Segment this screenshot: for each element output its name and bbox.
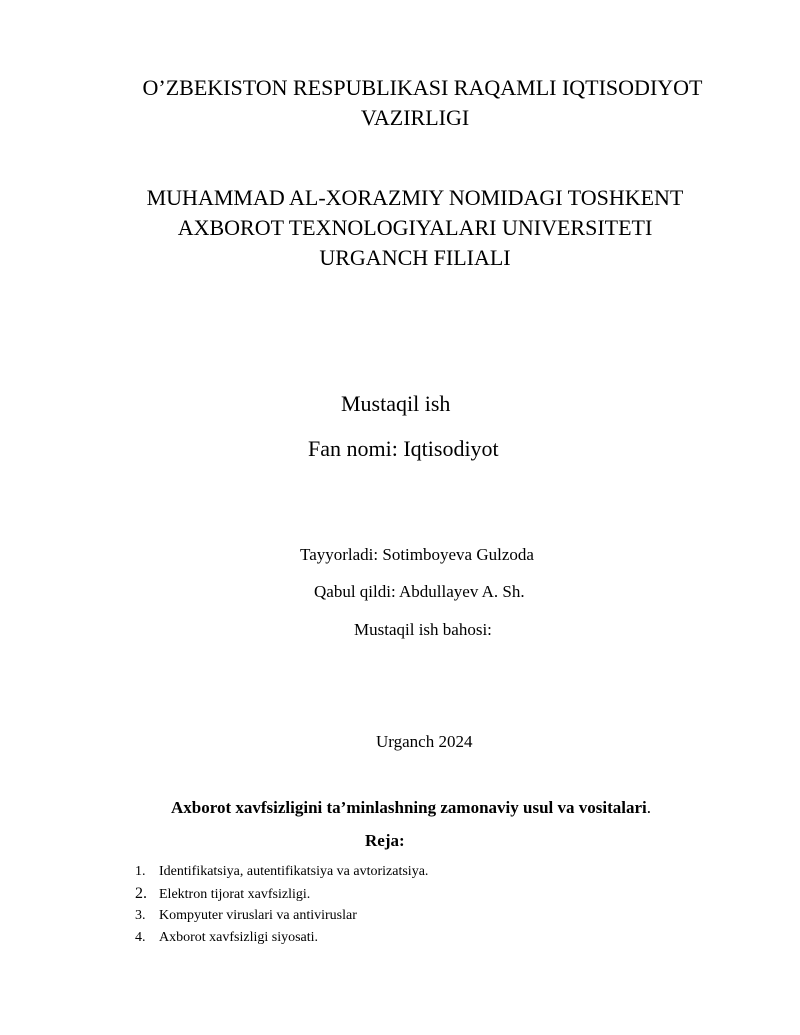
plan-heading: Reja: [365, 831, 405, 850]
topic-title-end: . [646, 798, 651, 817]
work-type: Mustaqil ish [341, 391, 451, 416]
prepared-by: Tayyorladi: Sotimboyeva Gulzoda [300, 545, 534, 564]
plan-item [135, 864, 428, 886]
plan-item-text: Kompyuter viruslari va antiviruslar [159, 908, 357, 923]
plan-item-number: 2. [135, 885, 147, 902]
accepted-by: Qabul qildi: Abdullayev A. Sh. [314, 582, 525, 601]
plan-item-text: Elektron tijorat xavfsizligi. [159, 887, 311, 902]
university-line-1: MUHAMMAD AL-XORAZMIY NOMIDAGI TOSHKENT [146, 185, 684, 210]
plan-item-number: 3. [135, 908, 146, 923]
plan-item-text: Axborot xavfsizligi siyosati. [159, 930, 319, 945]
plan-list [135, 864, 428, 952]
university-header [0, 183, 800, 273]
plan-item [135, 886, 428, 908]
plan-item [135, 908, 428, 930]
ministry-line-1: O’ZBEKISTON RESPUBLIKASI RAQAMLI IQTISODIYOT [142, 75, 703, 100]
plan-item-text: Identifikatsiya, autentifikatsiya va avtorizatsiya. [159, 864, 429, 879]
topic-title-text: Axborot xavfsizligini ta’minlashning zamonaviy usul va vositalari [171, 798, 647, 817]
university-line-3: URGANCH FILIALI [319, 245, 511, 270]
place-year: Urganch 2024 [376, 732, 473, 751]
ministry-line-2: VAZIRLIGI [360, 105, 470, 130]
grade-label: Mustaqil ish bahosi: [354, 620, 492, 639]
ministry-header [0, 73, 800, 133]
plan-item [135, 930, 428, 952]
subject-name: Fan nomi: Iqtisodiyot [308, 436, 499, 461]
university-line-2: AXBOROT TEXNOLOGIYALARI UNIVERSITETI [177, 215, 653, 240]
plan-item-number: 1. [135, 864, 146, 879]
topic-title [171, 799, 651, 816]
plan-item-number: 4. [135, 930, 146, 945]
